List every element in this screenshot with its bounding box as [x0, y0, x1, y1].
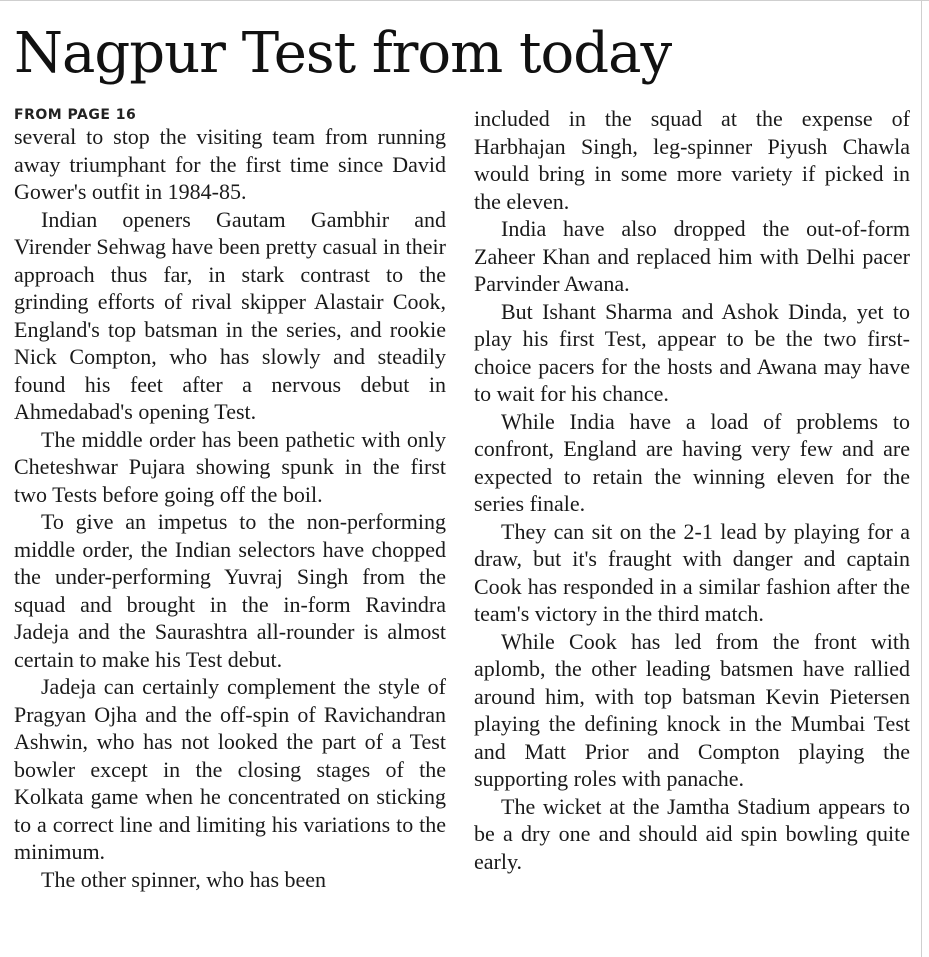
top-rule: [0, 0, 929, 1]
paragraph: included in the squad at the expense of Harbhajan Singh, leg-spinner Piyush Chawla would bring in some more variety if picked in the eleven.: [474, 106, 910, 214]
paragraph: They can sit on the 2-1 lead by playing for a draw, but it's fraught with danger and captain Cook has responded in a similar fashion after the team's victory in the third match.: [474, 518, 910, 626]
paragraph: But Ishant Sharma and Ashok Dinda, yet to play his first Test, appear to be the two first-choice pacers for the hosts and Awana may have to wait for his chance.: [474, 298, 910, 406]
paragraph: While India have a load of problems to confront, England are having very few and are expected to retain the winning eleven for the series finale.: [474, 408, 910, 516]
from-page-kicker: FROM PAGE 16: [14, 107, 137, 123]
paragraph: The wicket at the Jamtha Stadium appears to be a dry one and should aid spin bowling quite early.: [474, 793, 910, 874]
paragraph: To give an impetus to the non-performing middle order, the Indian selectors have chopped the under-performing Yuvraj Singh from the squad and brought in the in-form Ravindra Jadeja and the Saurashtra all-rounder is almost certain to make his Test debut.: [14, 509, 446, 672]
paragraph: Indian openers Gautam Gambhir and Virender Sehwag have been pretty casual in their approach thus far, in stark contrast to the grinding efforts of rival skipper Alastair Cook, England's top batsman in the series, and rookie Nick Compton, who has slowly and steadily found his feet after a nervous debut in Ahmedabad's opening Test.: [14, 206, 446, 424]
right-rule: [921, 0, 922, 957]
right-column: [474, 105, 910, 875]
paragraph: While Cook has led from the front with aplomb, the other leading batsmen have rallied around him, with top batsman Kevin Pietersen playing the defining knock in the Mumbai Test and Matt Prior and Compton playing the supporting roles with panache.: [474, 628, 910, 791]
paragraph: India have also dropped the out-of-form Zaheer Khan and replaced him with Delhi pacer Parvinder Awana.: [474, 216, 910, 296]
headline: Nagpur Test from today: [14, 21, 672, 86]
paragraph: The other spinner, who has been: [41, 866, 327, 892]
left-column: [14, 123, 446, 893]
paragraph: The middle order has been pathetic with only Cheteshwar Pujara showing spunk in the first two Tests before going off the boil.: [14, 426, 446, 507]
paragraph: several to stop the visiting team from running away triumphant for the first time since David Gower's outfit in 1984-85.: [14, 124, 446, 204]
paragraph: Jadeja can certainly complement the style of Pragyan Ojha and the off-spin of Ravichandran Ashwin, who has not looked the part of a Test bowler except in the closing stages of the Kolkata game when he concentrated on sticking to a correct line and limiting his variations to the minimum.: [14, 674, 446, 864]
